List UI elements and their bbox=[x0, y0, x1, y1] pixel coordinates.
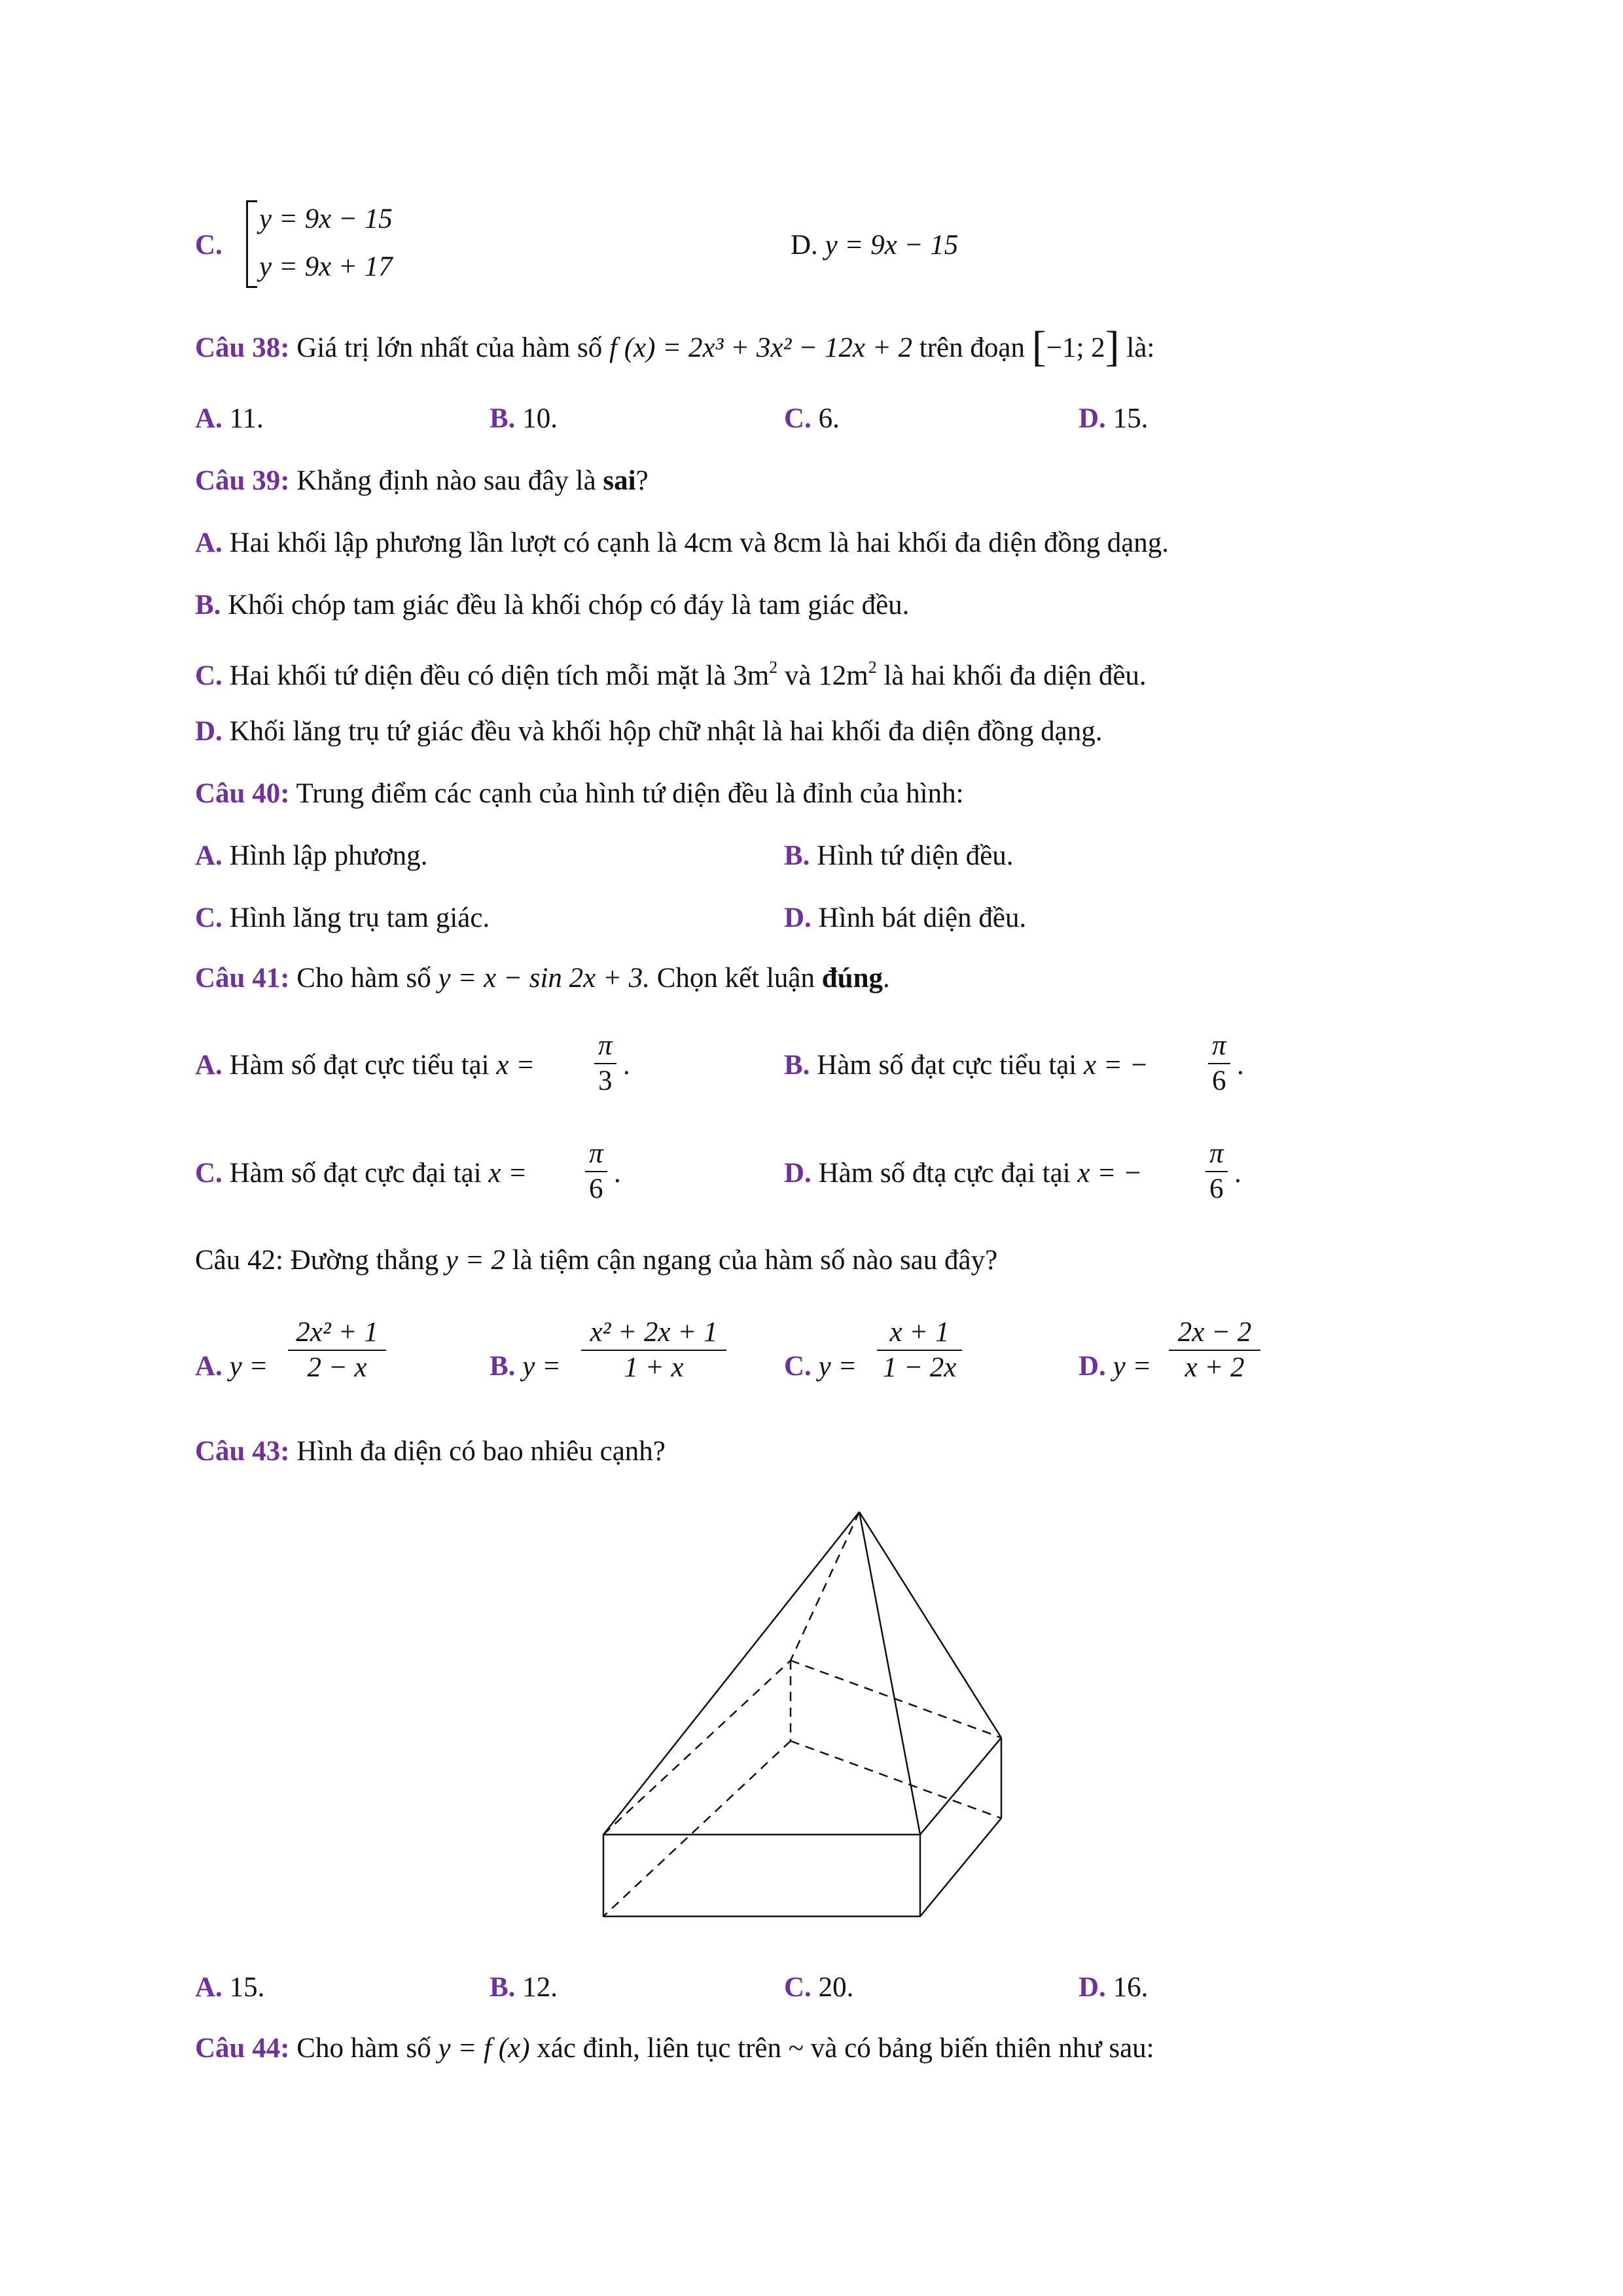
denominator: x + 2 bbox=[1185, 1352, 1245, 1383]
option-text: Hình bát diện đều. bbox=[818, 903, 1027, 933]
interval: −1; 2 bbox=[1046, 332, 1105, 363]
function-lhs: y = bbox=[229, 1351, 268, 1382]
option-label: C. bbox=[784, 1972, 812, 2003]
question-label: Câu 41: bbox=[195, 963, 290, 994]
punctuation: . bbox=[1234, 1158, 1241, 1189]
option-text: là hai khối đa diện đều. bbox=[876, 660, 1147, 691]
question-text: Giá trị lớn nhất của hàm số bbox=[296, 332, 603, 363]
option-text: Hàm số đạt cực tiểu tại bbox=[817, 1050, 1077, 1081]
option-label: B. bbox=[490, 403, 516, 434]
option-text: Khối chóp tam giác đều là khối chóp có đáy là tam giác đều. bbox=[228, 590, 910, 620]
option-text: Khối lăng trụ tứ giác đều và khối hộp chữ nhật là hai khối đa diện đồng dạng. bbox=[229, 716, 1103, 747]
variable: x = − bbox=[1077, 1158, 1143, 1189]
option-label: B. bbox=[195, 590, 221, 620]
option-label: D. bbox=[784, 1158, 812, 1189]
option-text: Hàm số đạt cực tiểu tại bbox=[229, 1050, 490, 1081]
option-text: Hình lăng trụ tam giác. bbox=[229, 903, 490, 933]
question-text: là tiệm cận ngang của hàm số nào sau đây? bbox=[512, 1245, 998, 1276]
function-expression: y = f (x) bbox=[438, 2033, 530, 2064]
option-label: B. bbox=[784, 840, 810, 871]
question-label: Câu 38: bbox=[195, 332, 290, 363]
superscript: 2 bbox=[868, 658, 877, 677]
option-label: C. bbox=[195, 1158, 223, 1189]
numerator: π bbox=[589, 1138, 603, 1169]
option-label: A. bbox=[195, 1351, 223, 1382]
q44-stem bbox=[195, 2029, 1154, 2068]
question-text: Khẳng định nào sau đây là bbox=[296, 465, 596, 496]
denominator: 6 bbox=[589, 1174, 603, 1204]
option-text: Hình lập phương. bbox=[229, 840, 428, 871]
q43-option-c[interactable] bbox=[784, 1968, 853, 2007]
option-label: C. bbox=[195, 230, 223, 260]
denominator: 6 bbox=[1209, 1174, 1224, 1204]
numerator: x² + 2x + 1 bbox=[590, 1317, 718, 1348]
numerator: π bbox=[1209, 1138, 1224, 1169]
punctuation: . bbox=[1237, 1050, 1244, 1081]
denominator: 1 + x bbox=[624, 1352, 684, 1383]
denominator: 2 − x bbox=[307, 1352, 367, 1383]
option-text: Hai khối lập phương lần lượt có cạnh là 4cm và 8cm là hai khối đa diện đồng dạng. bbox=[229, 528, 1169, 558]
variable: x = bbox=[496, 1050, 535, 1081]
option-text: 15. bbox=[229, 1972, 265, 2003]
question-text: Hình đa diện có bao nhiêu cạnh? bbox=[296, 1436, 666, 1467]
numerator: x + 1 bbox=[889, 1317, 950, 1348]
numerator: 2x² + 1 bbox=[296, 1317, 378, 1348]
option-text: Hình tứ diện đều. bbox=[817, 840, 1014, 871]
option-label: B. bbox=[490, 1972, 516, 2003]
question-label: Câu 40: bbox=[195, 778, 290, 809]
numerator: π bbox=[598, 1030, 613, 1061]
numerator: 2x − 2 bbox=[1177, 1317, 1252, 1348]
option-label: C. bbox=[784, 403, 812, 434]
question-text: Cho hàm số bbox=[296, 963, 431, 994]
function-lhs: y = bbox=[522, 1351, 562, 1382]
option-text: Hàm số đạt cực đại tại bbox=[229, 1158, 482, 1189]
option-label: D. bbox=[1079, 1351, 1106, 1382]
numerator: π bbox=[1212, 1030, 1226, 1061]
option-label: D. bbox=[1079, 403, 1106, 434]
denominator: 1 − 2x bbox=[882, 1352, 957, 1383]
option-text: 6. bbox=[818, 403, 840, 434]
question-text: và có bảng biến thiên như sau: bbox=[810, 2033, 1154, 2064]
option-label: B. bbox=[784, 1050, 810, 1081]
option-label: D. bbox=[791, 230, 818, 260]
option-text: 10. bbox=[522, 403, 558, 434]
q37-d-equation: y = 9x − 15 bbox=[825, 230, 959, 260]
option-label: B. bbox=[490, 1351, 516, 1382]
right-bracket: ] bbox=[1105, 323, 1120, 370]
q37-c-line2: y = 9x + 17 bbox=[259, 251, 393, 282]
option-label: C. bbox=[195, 660, 223, 691]
option-label: C. bbox=[195, 903, 223, 933]
option-text: 12. bbox=[522, 1972, 558, 2003]
variable: x = bbox=[488, 1158, 527, 1189]
option-label: A. bbox=[195, 1972, 223, 2003]
punctuation: ? bbox=[635, 465, 649, 496]
option-label: A. bbox=[195, 403, 223, 434]
option-text: 15. bbox=[1113, 403, 1149, 434]
option-label: A. bbox=[195, 528, 223, 558]
variable: x = − bbox=[1083, 1050, 1149, 1081]
function-expression: f (x) = 2x³ + 3x² − 12x + 2 bbox=[609, 332, 913, 363]
function-lhs: y = bbox=[818, 1351, 857, 1382]
q43-option-b[interactable] bbox=[490, 1968, 558, 2007]
q43-option-a[interactable] bbox=[195, 1968, 264, 2007]
question-text: xác đinh, liên tục trên bbox=[537, 2033, 782, 2064]
option-text: và 12m bbox=[777, 660, 868, 691]
option-label: A. bbox=[195, 840, 223, 871]
question-text: là: bbox=[1126, 332, 1155, 363]
option-text: 20. bbox=[818, 1972, 854, 2003]
question-text: Cho hàm số bbox=[296, 2033, 431, 2064]
denominator: 6 bbox=[1212, 1066, 1226, 1096]
option-label: A. bbox=[195, 1050, 223, 1081]
punctuation: . bbox=[614, 1158, 621, 1189]
question-label: Câu 44: bbox=[195, 2033, 290, 2064]
option-text: 16. bbox=[1113, 1972, 1149, 2003]
superscript: 2 bbox=[769, 658, 778, 677]
punctuation: . bbox=[883, 963, 890, 994]
option-label: D. bbox=[195, 716, 223, 747]
question-text: Câu 42: Đường thẳng bbox=[195, 1245, 439, 1276]
option-label: D. bbox=[784, 903, 812, 933]
function-expression: y = x − sin 2x + 3. bbox=[438, 963, 650, 994]
question-text: trên đoạn bbox=[919, 332, 1025, 363]
emphasis: đúng bbox=[821, 963, 883, 994]
domain-symbol: ~ bbox=[788, 2033, 804, 2064]
option-text: 11. bbox=[229, 403, 264, 434]
line-equation: y = 2 bbox=[445, 1245, 505, 1276]
question-label: Câu 43: bbox=[195, 1436, 290, 1467]
question-text: Trung điểm các cạnh của hình tứ diện đều là đỉnh của hình: bbox=[296, 778, 964, 809]
q37-c-line1: y = 9x − 15 bbox=[259, 204, 393, 234]
option-label: C. bbox=[784, 1351, 812, 1382]
denominator: 3 bbox=[598, 1066, 613, 1096]
option-text: Hai khối tứ diện đều có diện tích mỗi mặt là 3m bbox=[229, 660, 770, 691]
emphasis: sai bbox=[603, 465, 636, 496]
function-lhs: y = bbox=[1113, 1351, 1152, 1382]
option-label: D. bbox=[1079, 1972, 1106, 2003]
question-label: Câu 39: bbox=[195, 465, 290, 496]
punctuation: . bbox=[623, 1050, 630, 1081]
left-bracket: [ bbox=[1031, 323, 1046, 370]
option-text: Hàm số đtạ cực đại tại bbox=[818, 1158, 1071, 1189]
question-text: Chọn kết luận bbox=[656, 963, 815, 994]
q43-option-d[interactable] bbox=[1079, 1968, 1148, 2007]
